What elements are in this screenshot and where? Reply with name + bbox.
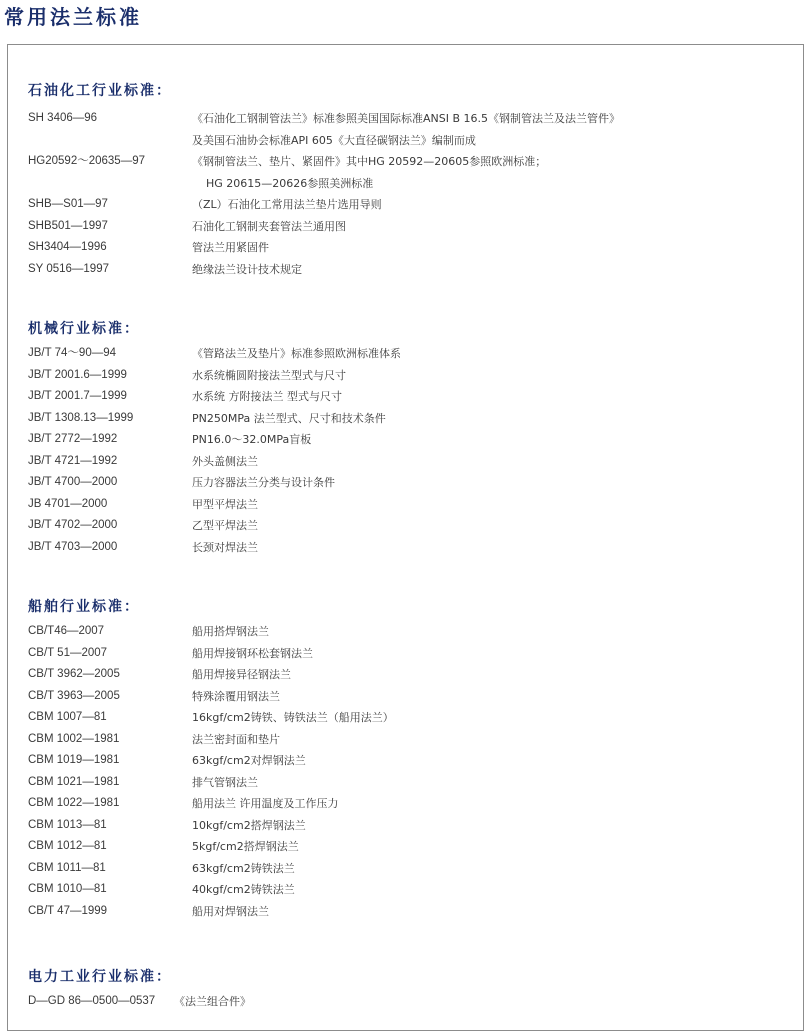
standard-description: 水系统 方附接法兰 型式与尺寸 <box>192 390 342 403</box>
table-row <box>28 901 788 923</box>
table-row <box>28 815 788 837</box>
table-row <box>28 386 788 408</box>
standard-description: 绝缘法兰设计技术规定 <box>192 262 302 276</box>
table-row <box>28 858 788 880</box>
table-row <box>28 237 788 259</box>
standard-code: CBM 1019—1981 <box>28 754 120 766</box>
standard-description: 船用焊接异径钢法兰 <box>192 668 291 681</box>
standard-code: CBM 1012—81 <box>28 840 107 852</box>
standard-description: 特殊涂覆用钢法兰 <box>192 689 280 703</box>
standard-description: 船用焊接钢环松套钢法兰 <box>192 646 313 660</box>
standard-description <box>192 108 788 151</box>
standards-list <box>28 343 788 558</box>
standard-code: CB/T 47—1999 <box>28 904 108 917</box>
standard-code: CBM 1013—81 <box>28 818 107 831</box>
standard-code: D—GD 86—0500—0537 <box>28 995 156 1007</box>
standard-description: 船用法兰 许用温度及工作压力 <box>192 797 339 810</box>
standard-description: 63kgf/cm2铸铁法兰 <box>192 861 295 875</box>
standard-code: CBM 1011—81 <box>28 861 106 874</box>
standard-code: CB/T 3962—2005 <box>28 668 120 680</box>
table-row <box>28 664 788 686</box>
standard-code: JB/T 4721—1992 <box>28 454 118 467</box>
table-row <box>28 879 788 901</box>
standards-list <box>28 108 788 280</box>
standard-code: CB/T46—2007 <box>28 625 105 637</box>
description-line: 《钢制管法兰、垫片、紧固件》其中HG 20592—20605参照欧洲标准； <box>192 155 547 168</box>
section-heading: 电力工业行业标准： <box>28 969 172 985</box>
table-row <box>28 621 788 643</box>
table-row <box>28 108 788 151</box>
table-row <box>28 686 788 708</box>
standard-description: 石油化工钢制夹套管法兰通用图 <box>192 219 346 233</box>
standard-description: 《法兰组合件》 <box>174 995 251 1008</box>
table-row <box>28 472 788 494</box>
standard-description: 40kgf/cm2铸铁法兰 <box>192 883 295 896</box>
description-line-continued: HG 20615—20626参照美洲标准 <box>206 176 374 190</box>
standard-code: CBM 1010—81 <box>28 883 107 895</box>
standard-description: 排气管钢法兰 <box>192 775 258 789</box>
standard-code: JB/T 4700—2000 <box>28 476 118 488</box>
table-row <box>28 772 788 794</box>
description-line: 《石油化工钢制管法兰》标准参照美国国际标准ANSI B 16.5《钢制管法兰及法兰管件》 <box>192 112 621 125</box>
standard-description: 16kgf/cm2铸铁、铸铁法兰（船用法兰） <box>192 711 394 724</box>
standard-code: JB/T 2001.7—1999 <box>28 390 127 402</box>
section-electric-power <box>28 966 788 1013</box>
standard-description <box>192 151 788 194</box>
standard-code: HG20592～20635—97 <box>28 155 145 167</box>
standards-list <box>28 991 788 1013</box>
standard-code: JB/T 2772—1992 <box>28 433 118 445</box>
standard-code: JB/T 1308.13—1999 <box>28 411 134 424</box>
standard-code: JB/T 4702—2000 <box>28 519 118 531</box>
standard-code: SY 0516—1997 <box>28 262 109 275</box>
standard-description: 法兰密封面和垫片 <box>192 732 280 746</box>
section-heading: 机械行业标准： <box>28 321 140 337</box>
standards-list <box>28 621 788 922</box>
table-row <box>28 259 788 281</box>
table-row <box>28 515 788 537</box>
table-row <box>28 836 788 858</box>
section-shipbuilding <box>28 596 788 922</box>
standard-code: SH 3406—96 <box>28 112 98 124</box>
standard-description: 甲型平焊法兰 <box>192 497 258 511</box>
standard-description: 外头盖侧法兰 <box>192 454 258 468</box>
standard-code: SH3404—1996 <box>28 241 107 253</box>
table-row <box>28 707 788 729</box>
standard-description: 长颈对焊法兰 <box>192 540 258 554</box>
standard-code: CBM 1021—1981 <box>28 775 120 788</box>
table-row <box>28 451 788 473</box>
standard-code: CB/T 3963—2005 <box>28 689 120 702</box>
standard-description: 5kgf/cm2搭焊钢法兰 <box>192 840 299 853</box>
table-row <box>28 494 788 516</box>
section-heading: 石油化工行业标准： <box>28 83 172 99</box>
standard-code: JB/T 4703—2000 <box>28 540 118 553</box>
standard-description: 乙型平焊法兰 <box>192 519 258 532</box>
standard-description: 船用搭焊钢法兰 <box>192 625 269 638</box>
standard-code: JB/T 74～90—94 <box>28 347 117 359</box>
table-row <box>28 408 788 430</box>
standard-code: CBM 1022—1981 <box>28 797 120 809</box>
table-row <box>28 216 788 238</box>
table-row <box>28 151 788 194</box>
standard-description: PN16.0～32.0MPa盲板 <box>192 433 312 446</box>
standard-code: CB/T 51—2007 <box>28 646 108 659</box>
description-line-continued: 及美国石油协会标准API 605《大直径碳钢法兰》编制而成 <box>192 133 476 147</box>
table-row <box>28 537 788 559</box>
table-row <box>28 750 788 772</box>
section-petrochemical <box>28 80 788 280</box>
table-row <box>28 429 788 451</box>
standard-code: JB 4701—2000 <box>28 497 108 510</box>
table-row <box>28 643 788 665</box>
standard-description: （ZL）石油化工常用法兰垫片选用导则 <box>192 198 382 211</box>
standard-description: PN250MPa 法兰型式、尺寸和技术条件 <box>192 411 386 425</box>
standard-description: 管法兰用紧固件 <box>192 241 269 254</box>
table-row <box>28 343 788 365</box>
table-row <box>28 365 788 387</box>
standard-description: 船用对焊钢法兰 <box>192 904 269 918</box>
table-row <box>28 729 788 751</box>
page-title: 常用法兰标准 <box>4 5 142 29</box>
standard-code: CBM 1007—81 <box>28 711 107 723</box>
standard-code: SHB—S01—97 <box>28 198 108 210</box>
standard-description: 水系统椭圆附接法兰型式与尺寸 <box>192 368 346 382</box>
standard-description: 63kgf/cm2对焊钢法兰 <box>192 754 306 767</box>
standard-code: JB/T 2001.6—1999 <box>28 368 127 381</box>
standard-description: 《管路法兰及垫片》标准参照欧洲标准体系 <box>192 347 401 360</box>
standard-description: 压力容器法兰分类与设计条件 <box>192 476 335 489</box>
table-row <box>28 793 788 815</box>
standard-code: SHB501—1997 <box>28 219 108 232</box>
table-row <box>28 194 788 216</box>
section-heading: 船舶行业标准： <box>28 599 140 615</box>
table-row <box>28 991 788 1013</box>
standard-code: CBM 1002—1981 <box>28 732 120 745</box>
section-machinery <box>28 318 788 558</box>
standard-description: 10kgf/cm2搭焊钢法兰 <box>192 818 306 832</box>
